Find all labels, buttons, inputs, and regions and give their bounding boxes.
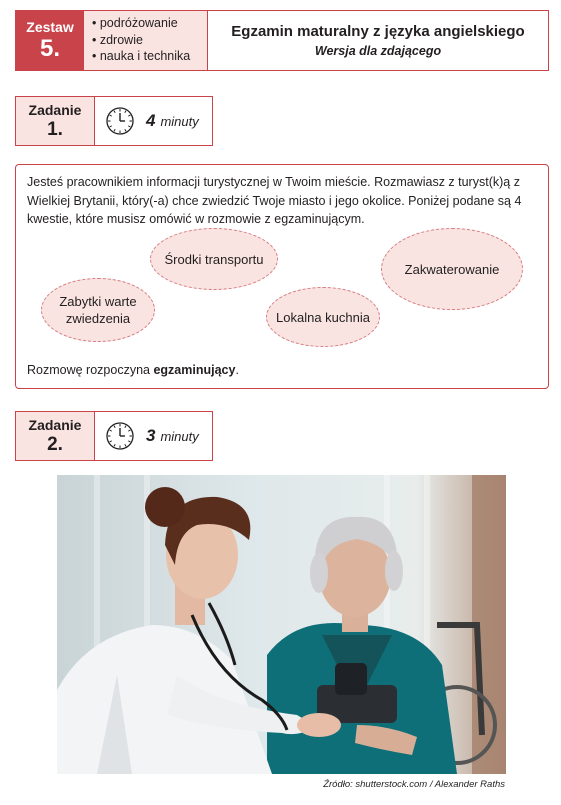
set-label: Zestaw bbox=[26, 18, 74, 35]
topic-item: • zdrowie bbox=[92, 32, 207, 49]
set-number: 5. bbox=[39, 34, 60, 62]
topics-list bbox=[84, 11, 208, 70]
photo-credit: Źródło: shutterstock.com / Alexander Raths bbox=[323, 779, 505, 790]
topic-bubble-label: Środki transportu bbox=[164, 251, 264, 267]
exam-title: Egzamin maturalny z języka angielskiego bbox=[231, 22, 525, 40]
topic-bubble-cuisine bbox=[266, 287, 380, 347]
task2-number: 2. bbox=[47, 433, 63, 455]
task1-label: Zadanie bbox=[28, 101, 82, 118]
task2-time bbox=[95, 412, 212, 460]
topic-bubble-label: Zabytki warte zwiedzenia bbox=[59, 294, 137, 326]
task1-number: 1. bbox=[47, 118, 63, 140]
task2-label: Zadanie bbox=[28, 416, 82, 433]
task1-content bbox=[15, 164, 549, 389]
exam-title-block bbox=[208, 11, 548, 70]
set-badge bbox=[16, 11, 84, 70]
exam-subtitle: Wersja dla zdającego bbox=[314, 43, 442, 58]
topic-bubble-accommodation bbox=[381, 228, 523, 310]
topic-bubble-sights bbox=[41, 278, 155, 342]
task2-header bbox=[15, 411, 213, 461]
nurse-patient-illustration bbox=[57, 475, 506, 774]
task1-time bbox=[95, 97, 212, 145]
task1-minutes: 4 bbox=[146, 111, 156, 130]
clock-icon bbox=[105, 421, 135, 451]
clock-icon bbox=[105, 106, 135, 136]
task1-unit: minuty bbox=[160, 113, 199, 129]
topic-item: • nauka i technika bbox=[92, 48, 207, 65]
closing-text: Rozmowę rozpoczyna bbox=[27, 363, 154, 377]
task2-minutes: 3 bbox=[146, 426, 156, 445]
task1-instructions: Jesteś pracownikiem informacji turystycznej w Twoim mieście. Rozmawiasz z turyst(k)ą z Wielkiej Brytanii, który(-a) chce zwiedzić Twoje miasto i jego okolice. Poniżej podane są 4 kwestie, które musisz omówić w rozmowie z egzaminującym. bbox=[27, 175, 522, 226]
topic-bubble-label: Lokalna kuchnia bbox=[276, 309, 370, 325]
topic-bubble-label: Zakwaterowanie bbox=[404, 261, 500, 277]
task1-header bbox=[15, 96, 213, 146]
closing-bold: egzaminujący bbox=[153, 363, 236, 377]
topic-item: • podróżowanie bbox=[92, 15, 207, 32]
closing-end: . bbox=[235, 363, 239, 377]
task1-label-box bbox=[16, 97, 95, 145]
topic-bubble-transport bbox=[150, 228, 278, 290]
task2-label-box bbox=[16, 412, 95, 460]
task2-photo bbox=[57, 475, 506, 774]
task1-closing bbox=[27, 363, 239, 377]
exam-header bbox=[15, 10, 549, 71]
task2-unit: minuty bbox=[160, 428, 199, 444]
